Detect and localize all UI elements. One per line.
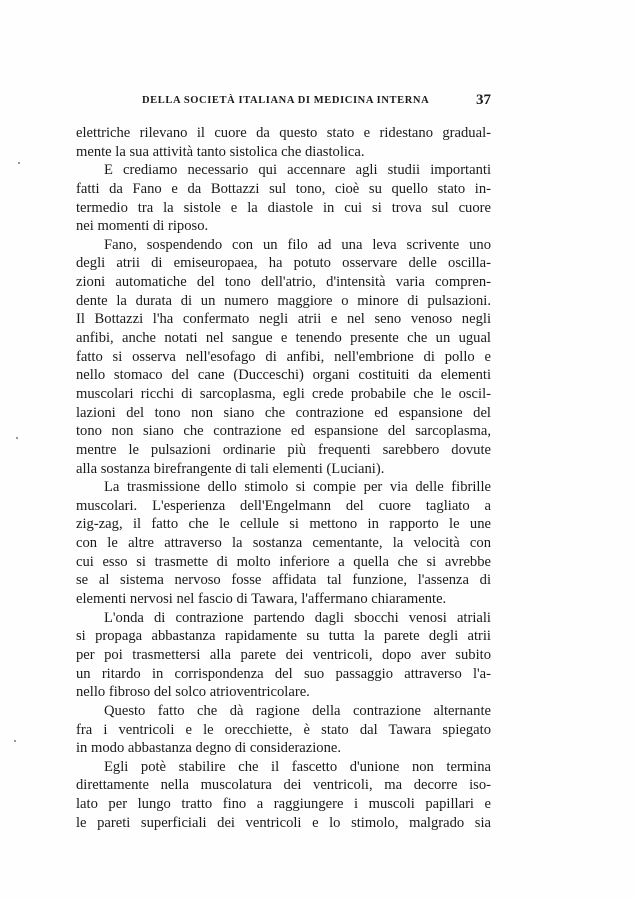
scan-speck xyxy=(16,437,18,439)
text-line: elementi nervosi nel fascio di Tawara, l'affermano chiaramente. xyxy=(76,591,447,608)
text-line: Il Bottazzi l'ha confermato negli atrii e nel seno venoso negli xyxy=(76,311,491,328)
text-line: zig-zag, il fatto che le cellule si mettono in rapporto le une xyxy=(76,516,491,533)
text-line: lato per lungo tratto fino a raggiungere i muscoli papillari e xyxy=(76,796,491,813)
text-line: mente la sua attività tanto sistolica che diastolica. xyxy=(76,143,365,160)
text-line: dente la durata di un numero maggiore o minore di pulsazioni. xyxy=(76,292,491,309)
scan-speck xyxy=(18,162,20,164)
text-line: elettriche rilevano il cuore da questo stato e ridestano gradual- xyxy=(76,125,491,141)
text-line: mentre le pulsazioni ordinarie più frequenti sarebbero dovute xyxy=(76,441,491,458)
text-line: se al sistema nervoso fosse affidata tal funzione, l'assenza di xyxy=(76,572,491,589)
text-line: direttamente nella muscolatura dei ventricoli, ma decorre iso- xyxy=(76,777,491,794)
text-line: si propaga abbastanza rapidamente su tutta la parete degli atrii xyxy=(76,628,491,645)
text-line: E crediamo necessario qui accennare agli studii importanti xyxy=(104,162,491,179)
text-line: La trasmissione dello stimolo si compie per via delle fibrille xyxy=(104,479,491,496)
text-line: lazioni del tono non siano che contrazione ed espansione del xyxy=(76,404,491,421)
text-line: nello stomaco del cane (Ducceschi) organi costituiti da elementi xyxy=(76,367,491,384)
text-line: termedio tra la sistole e la diastole in cui si trova sul cuore xyxy=(76,199,491,216)
running-title: DELLA SOCIETÀ ITALIANA DI MEDICINA INTERNA xyxy=(142,95,430,106)
text-line: muscolari ricchi di sarcoplasma, egli crede probabile che le oscil- xyxy=(76,385,491,402)
text-line: con le altre attraverso la sostanza cementante, la velocità con xyxy=(76,535,491,552)
text-line: Fano, sospendendo con un filo ad una leva scrivente uno xyxy=(104,236,491,253)
text-line: le pareti superficiali dei ventricoli e lo stimolo, malgrado sia xyxy=(76,814,491,831)
text-line: zioni automatiche del tono dell'atrio, d'intensità varia compren- xyxy=(76,274,491,291)
running-head xyxy=(76,93,491,111)
text-line: degli atrii di emiseuropaea, ha potuto osservare delle oscilla- xyxy=(76,255,491,272)
text-line: fra i ventricoli e le orecchiette, è stato dal Tawara spiegato xyxy=(76,721,491,738)
text-line: L'onda di contrazione partendo dagli sbocchi venosi atriali xyxy=(104,609,491,626)
scan-speck xyxy=(14,740,16,742)
text-line: Questo fatto che dà ragione della contrazione alternante xyxy=(104,702,491,719)
text-line: in modo abbastanza degno di considerazione. xyxy=(76,740,342,757)
text-line: cui esso si trasmette di molto inferiore a quella che si avrebbe xyxy=(76,553,491,570)
text-line: Egli potè stabilire che il fascetto d'unione non termina xyxy=(104,758,491,775)
text-line: fatti da Fano e da Bottazzi sul tono, cioè su quello stato in- xyxy=(76,180,491,197)
page-number: 37 xyxy=(476,92,491,108)
text-line: nei momenti di riposo. xyxy=(76,218,209,235)
text-line: un ritardo in corrispondenza del suo passaggio attraverso l'a- xyxy=(76,665,491,682)
text-line: nello fibroso del solco atrioventricolare. xyxy=(76,684,310,701)
text-line: per poi trasmettersi alla parete dei ventricoli, dopo aver subito xyxy=(76,646,491,663)
text-line: fatto si osserva nell'esofago di anfibi, nell'embrione di pollo e xyxy=(76,348,491,365)
text-line: anfibi, anche notati nel sangue e tenendo presente che un ugual xyxy=(76,330,491,347)
text-line: alla sostanza birefrangente di tali elementi (Luciani). xyxy=(76,460,385,477)
text-line: muscolari. L'esperienza dell'Engelmann del cuore tagliato a xyxy=(76,497,491,514)
text-line: tono non siano che contrazione ed espansione del sarcoplasma, xyxy=(76,423,491,440)
body-text xyxy=(76,124,491,832)
